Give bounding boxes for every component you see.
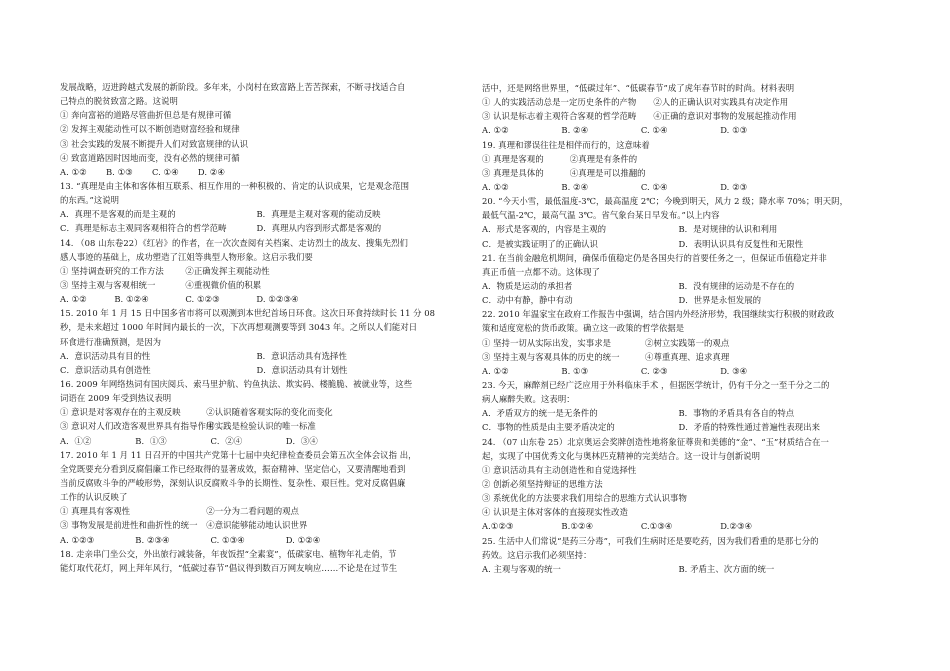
statement-item: ②认识随着客观实际的变化而变化 xyxy=(206,407,333,418)
option-c: C. ①④ xyxy=(640,125,668,136)
answer-options xyxy=(482,406,900,420)
option-c: C. ②③ xyxy=(640,365,668,376)
statement-items xyxy=(482,350,900,364)
question-18-text: 能灯取代花灯，网上拜年风行，“低碳过春节”倡议得到数百万网友响应……不论是在过节生 xyxy=(60,562,398,573)
question-18-text: 18. 走亲串门坐公交，外出旅行减装备，年夜饭捏“全素宴”，低碳家电、植物年礼走俏，节 xyxy=(60,548,397,559)
answer-options xyxy=(60,434,478,448)
option-b: B．没有规律的运动是不存在的 xyxy=(678,280,795,291)
left-column xyxy=(60,80,478,575)
option-c: C. ①④ xyxy=(640,181,668,192)
question-23-text: 病人麻醉失败。这表明： xyxy=(482,394,575,405)
statement-item: ②一分为二看问题的观点 xyxy=(206,506,299,517)
option-c: C．动中有静，静中有动 xyxy=(482,295,573,306)
question-15-text: 环食进行准确预测，是因为 xyxy=(60,336,162,347)
statement-item: ④意识能够能动地认识世界 xyxy=(206,520,308,531)
option-a: A. ①② xyxy=(482,125,509,136)
option-d: D. ②④ xyxy=(197,166,225,177)
option-d: D．世界是永恒发展的 xyxy=(678,295,762,306)
statement-items xyxy=(482,109,900,123)
statement-item: ③ 认识是标志着主观符合客观的哲学范畴 xyxy=(482,111,637,122)
question-20-text: 最低气温-2℃，最高气温 3℃。省气象台某日早发布。”以上内容 xyxy=(482,210,720,221)
statement-item: ③ 坚持主观与客观具体的历史的统一 xyxy=(482,351,620,362)
option-b: B.①②④ xyxy=(561,521,593,532)
question-16-text: 词语在 2009 年受到热议表明 xyxy=(60,393,172,404)
answer-options xyxy=(60,533,478,547)
statement-items xyxy=(60,405,478,419)
statement-item: ③ 事物发展是前进性和曲折性的统一 xyxy=(60,520,198,531)
statement-item: ② 创新必须坚持辩证的思维方法 xyxy=(482,478,603,489)
option-b: B．意识活动具有选择性 xyxy=(256,350,347,361)
question-22-text: 22. 2010 年温家宝在政府工作报告中强调，结合国内外经济形势，我国继续实行积极的财政政 xyxy=(482,309,835,320)
statement-item: ① 意识活动具有主动创造性和自觉选择性 xyxy=(482,464,637,475)
question-24-text: 24. （07 山东卷 25）北京奥运会奖牌创造性地将象征尊贵和美德的“金”、“玉”材质结合在一 xyxy=(482,436,829,447)
statement-item: ① 坚持一切从实际出发，实事求是 xyxy=(482,337,612,348)
question-18-text: 活中，还是网络世界里，“低碳过年”、“低碳春节”成了虎年春节时的时尚。材料表明 xyxy=(482,83,795,93)
option-b: B．①③ xyxy=(135,435,167,446)
option-a: A．意识活动具有目的性 xyxy=(60,350,151,361)
statement-items xyxy=(60,278,478,292)
statement-items xyxy=(60,264,478,278)
option-c: C．②④ xyxy=(210,435,243,446)
question-16-text: 16. 2009 年网络热词有国庆阅兵、索马里护航、钓鱼执法、欺实码、楼脆脆、被就业等，这些 xyxy=(60,378,413,389)
question-text: 己特点的脱贫致富之路。这说明 xyxy=(60,96,178,107)
question-20-text: 20. “今天小雪，最低温度-3℃，最高温度 2℃；今晚到明天，风力 2 级；降水率 70%；明天阴， xyxy=(482,196,849,207)
statement-item: ②正确发挥主观能动性 xyxy=(185,265,270,276)
option-d: D. ①③ xyxy=(720,125,748,136)
question-19-text: 19. 真理和谬误往往是相伴而行的，这意味着 xyxy=(482,139,650,150)
statement-item: ① 奔向富裕的道路尽管曲折但总是有规律可循 xyxy=(60,110,232,121)
option-c: C. ①④ xyxy=(151,166,179,177)
question-17-text: 当前反腐败斗争的严峻形势，深刻认识反腐败斗争的长期性、复杂性、艰巨性。党对反腐倡廉 xyxy=(60,477,406,488)
answer-options xyxy=(60,165,478,179)
statement-items xyxy=(482,166,900,180)
question-17-text: 17. 2010 年 1 月 11 日召开的中国共产党第十七届中央纪律检查委员会第五次全体会议指 出， xyxy=(60,449,417,460)
option-a: A．①② xyxy=(60,435,92,446)
question-17-text: 全党既要充分看到反腐倡廉工作已经取得的显著成效，振奋精神、坚定信心，又要清醒地看到 xyxy=(60,463,406,474)
option-a: A.①②③ xyxy=(482,521,514,532)
statement-item: ②树立实践第一的观点 xyxy=(645,337,730,348)
question-text: 发展战略，迈进跨越式发展的新阶段。多年来，小岗村在致富路上苦苦探索，不断寻找适合自 xyxy=(60,82,406,92)
option-b: B．是对规律的认识和利用 xyxy=(678,224,778,235)
answer-options xyxy=(482,420,900,434)
option-d: D. ②③ xyxy=(720,181,748,192)
statement-item: ② 发挥主观能动性可以不断创造财富经验和规律 xyxy=(60,124,240,135)
option-c: C.①③④ xyxy=(640,521,673,532)
statement-item: ④ 认识是主体对客体的直接现实性改造 xyxy=(482,507,628,518)
question-13-text: 13. “真理是由主体和客体相互联系、相互作用的一种积极的、肯定的认识成果，它是观念范围 xyxy=(60,180,410,191)
option-d: D．真理从内容到形式都是客观的 xyxy=(256,223,382,234)
option-b: B．事物的矛盾具有各自的特点 xyxy=(678,408,795,419)
option-b: B. ②③④ xyxy=(135,534,170,545)
question-22-text: 策和适度宽松的货币政策。确立这一政策的哲学依据是 xyxy=(482,323,685,334)
statement-item: ③ 社会实践的发展不断提升人们对致富规律的认识 xyxy=(60,138,249,149)
statement-item: ②人的正确认识对实践具有决定作用 xyxy=(653,97,789,108)
question-14-text: 14. （08 山东卷22）《红岩》的作者，在一次次查阅有关档案、走访烈士的战友、搜集先烈们 xyxy=(60,237,408,248)
option-a: A．真理不是客观的而是主观的 xyxy=(60,209,176,220)
statement-item: ④正确的意识对事物的发展起推动作用 xyxy=(653,111,797,122)
answer-options xyxy=(482,180,900,194)
option-b: B. ①③ xyxy=(105,166,133,177)
statement-item: ②真理是有条件的 xyxy=(569,153,638,164)
answer-options xyxy=(482,364,900,378)
answer-options xyxy=(482,293,900,307)
option-b: B. ②④ xyxy=(561,181,589,192)
answer-options xyxy=(482,237,900,251)
answer-options xyxy=(482,279,900,293)
option-a: A. 主观与客观的统一 xyxy=(482,563,561,574)
answer-options xyxy=(60,349,478,363)
statement-item: ④尊重真理、追求真理 xyxy=(645,351,730,362)
option-d: D．表明认识具有反复性和无限性 xyxy=(678,238,804,249)
statement-item: ① 坚持调查研究的工作方法 xyxy=(60,265,164,276)
statement-item: ③ 系统优化的方法要求我们用综合的思维方式认识事物 xyxy=(482,493,687,504)
option-d: D. ③④ xyxy=(720,365,748,376)
option-d: D. ①②④ xyxy=(285,534,321,545)
option-c: C. ①③④ xyxy=(210,534,245,545)
answer-options xyxy=(60,363,478,377)
statement-items xyxy=(482,336,900,350)
answer-options xyxy=(482,519,900,533)
option-a: A. ①②③ xyxy=(60,534,95,545)
question-14-text: 感人事迹的基础上，成功塑造了江姐等典型人物形象。这启示我们要 xyxy=(60,251,313,262)
option-c: C．意识活动具有创造性 xyxy=(60,364,151,375)
statement-item: ④ 致富道路因时因地而变，没有必然的规律可循 xyxy=(60,152,240,163)
statement-item: ④实践是检验认识的唯一标准 xyxy=(206,421,316,432)
answer-options xyxy=(60,207,478,221)
question-25-text: 25. 生活中人们常说“是药三分毒”，可我们生病时还是要吃药，因为我们看重的是那七分的 xyxy=(482,535,819,546)
statement-item: ① 真理具有客观性 xyxy=(60,506,131,517)
option-d: D．矛盾的特殊性通过普遍性表现出来 xyxy=(678,422,821,433)
statement-items xyxy=(482,95,900,109)
option-a: A．矛盾双方的统一是无条件的 xyxy=(482,408,598,419)
question-17-text: 工作的认识反映了 xyxy=(60,492,128,503)
option-a: A．形式是客观的，内容是主观的 xyxy=(482,224,607,235)
question-23-text: 23. 今天，麻醉剂已经广泛应用于外科临床手术 ，但据医学统计，仍有千分之一至千分之二的 xyxy=(482,379,830,390)
question-25-text: 药效。这启示我们必须坚持： xyxy=(482,549,592,560)
answer-options xyxy=(482,222,900,236)
option-c: C．事物的性质是由主要矛盾决定的 xyxy=(482,422,615,433)
answer-options xyxy=(482,123,900,137)
option-a: A. ①② xyxy=(482,365,509,376)
question-21-text: 21. 在当前金融危机期间，确保币值稳定仍是各国央行的首要任务之一，但保证币值稳定并非 xyxy=(482,252,827,263)
statement-item: ④重视微价值的积累 xyxy=(185,279,262,290)
statement-item: ① 人的实践活动总是一定历史条件的产物 xyxy=(482,97,637,108)
option-a: A. ①② xyxy=(60,166,87,177)
option-b: B. 矛盾主、次方面的统一 xyxy=(678,563,775,574)
answer-options xyxy=(482,562,900,576)
question-24-text: 起，实现了中国优秀文化与奥林匹克精神的完美结合。这一设计与创新说明 xyxy=(482,450,761,461)
option-d: D.②③④ xyxy=(720,521,753,532)
option-d: D．意识活动具有计划性 xyxy=(256,364,348,375)
option-b: B. ②④ xyxy=(561,125,589,136)
option-b: B. ①②④ xyxy=(114,294,149,305)
answer-options xyxy=(60,292,478,306)
answer-options xyxy=(60,221,478,235)
statement-items xyxy=(482,152,900,166)
right-column xyxy=(482,81,900,576)
option-a: A. ①② xyxy=(482,181,509,192)
option-c: C．真理是标志主观同客观相符合的哲学范畴 xyxy=(60,223,227,234)
statement-item: ③ 真理是具体的 xyxy=(482,167,544,178)
option-c: C．是被实践证明了的正确认识 xyxy=(482,238,598,249)
option-c: C. ①②③ xyxy=(185,294,220,305)
question-15-text: 15. 2010 年 1 月 15 日中国多省市将可以观测到本世纪首场日环食。这次日环食持续时长 11 分 08 xyxy=(60,308,436,319)
question-21-text: 真正币值一点都不动。这体现了 xyxy=(482,266,600,277)
statement-item: ① 真理是客观的 xyxy=(482,153,544,164)
statement-item: ① 意识是对客观存在的主观反映 xyxy=(60,407,181,418)
option-d: D. ①②③④ xyxy=(256,294,299,305)
option-b: B．真理是主观对客观的能动反映 xyxy=(256,209,381,220)
question-15-text: 秒，是未来超过 1000 年时间内最长的一次，下次再想观测要等到 3043 年。之所以人们能对日 xyxy=(60,322,418,333)
statement-item: ④真理是可以推翻的 xyxy=(569,167,646,178)
statement-items xyxy=(60,504,478,518)
option-a: A．物质是运动的承担者 xyxy=(482,280,573,291)
statement-item: ③ 意识对人们改造客观世界具有指导作用 xyxy=(60,421,215,432)
option-d: D．③④ xyxy=(285,435,318,446)
option-a: A. ①② xyxy=(60,294,87,305)
statement-items xyxy=(60,419,478,433)
question-13-text: 的东西。”这说明 xyxy=(60,195,120,206)
option-b: B. ①③ xyxy=(561,365,589,376)
statement-item: ③ 坚持主观与客观相统一 xyxy=(60,279,156,290)
statement-items xyxy=(60,518,478,532)
